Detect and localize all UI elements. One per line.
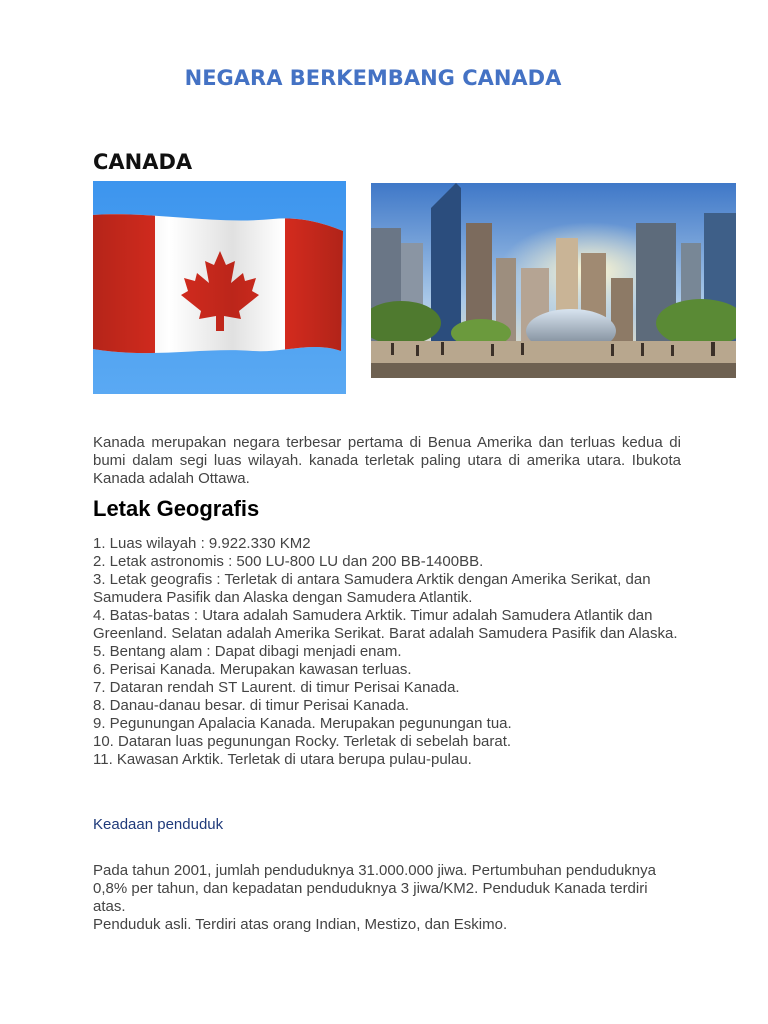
geography-list [93, 535, 681, 769]
intro-paragraph: Kanada merupakan negara terbesar pertama di Benua Amerika dan terluas kedua di bumi dalam segi luas wilayah. kanada terletak paling utara di amerika utara. Ibukota Kanada adalah Ottawa. [93, 434, 681, 487]
list-item: 3. Letak geografis : Terletak di antara Samudera Arktik dengan Amerika Serikat, dan Samudera Pasifik dan Alaska dengan Samudera Atlantik. [93, 571, 651, 606]
list-item: 5. Bentang alam : Dapat dibagi menjadi enam. [93, 643, 402, 660]
list-item: 4. Batas-batas : Utara adalah Samudera Arktik. Timur adalah Samudera Atlantik dan Greenland. Selatan adalah Amerika Serikat. Barat adalah Samudera Pasifik dan Alaska. [93, 607, 678, 642]
list-item: 10. Dataran luas pegunungan Rocky. Terletak di sebelah barat. [93, 733, 512, 750]
list-item: 1. Luas wilayah : 9.922.330 KM2 [93, 535, 311, 552]
list-item: 9. Pegunungan Apalacia Kanada. Merupakan pegunungan tua. [93, 715, 512, 732]
list-item: 11. Kawasan Arktik. Terletak di utara berupa pulau-pulau. [93, 751, 472, 768]
section-heading-population: Keadaan penduduk [93, 816, 224, 833]
section-heading-canada: CANADA [93, 150, 193, 174]
population-text [93, 862, 681, 934]
population-paragraph: Penduduk asli. Terdiri atas orang Indian, Mestizo, dan Eskimo. [93, 916, 508, 933]
list-item: 6. Perisai Kanada. Merupakan kawasan terluas. [93, 661, 412, 678]
list-item: 2. Letak astronomis : 500 LU-800 LU dan 200 BB-1400BB. [93, 553, 484, 570]
section-heading-geography: Letak Geografis [93, 496, 260, 521]
list-item: 7. Dataran rendah ST Laurent. di timur Perisai Kanada. [93, 679, 460, 696]
document-title: NEGARA BERKEMBANG CANADA [184, 66, 562, 90]
city-skyline-image [371, 183, 736, 378]
canada-flag-image [93, 181, 346, 394]
population-paragraph: Pada tahun 2001, jumlah penduduknya 31.000.000 jiwa. Pertumbuhan penduduknya 0,8% per tahun, dan kepadatan penduduknya 3 jiwa/KM2. Penduduk Kanada terdiri atas. [93, 862, 656, 915]
list-item: 8. Danau-danau besar. di timur Perisai Kanada. [93, 697, 410, 714]
